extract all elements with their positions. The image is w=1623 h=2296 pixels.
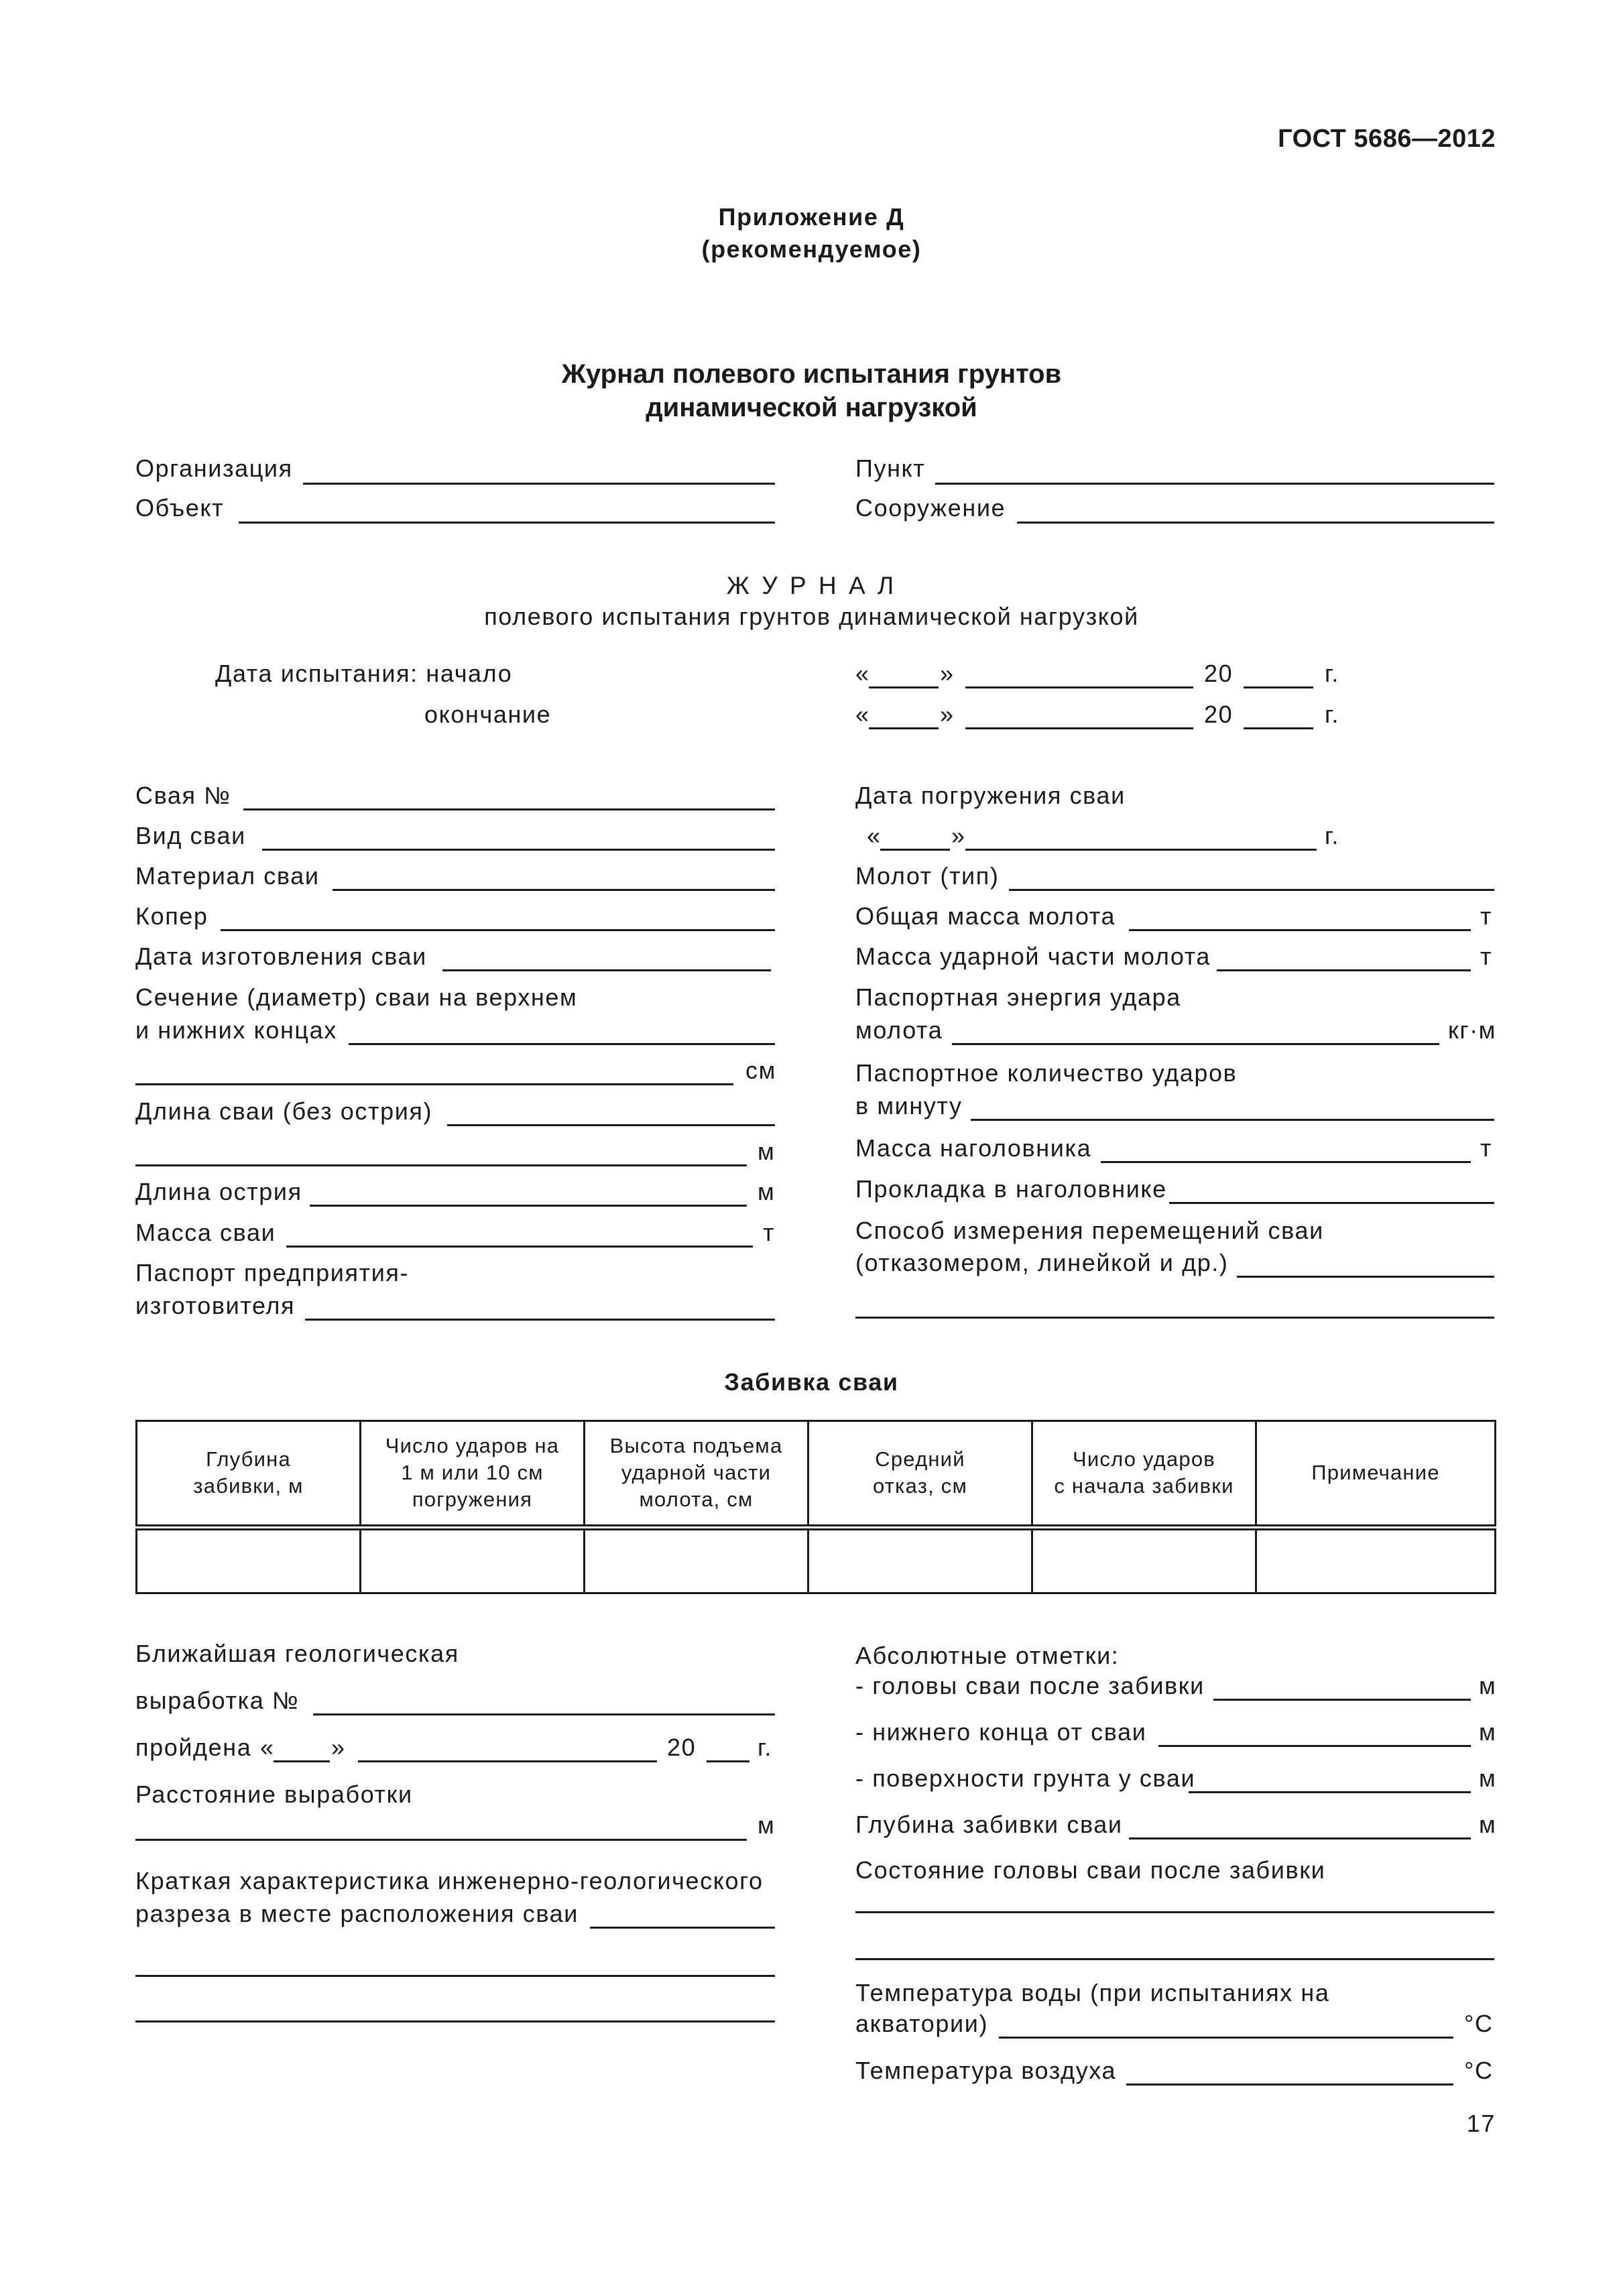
length-label: Длина сваи (без острия)	[135, 1097, 433, 1125]
column-header-blows-per-interval-text: Число ударов на 1 м или 10 см погружения	[385, 1434, 560, 1512]
passed-quote-close: »	[331, 1734, 346, 1761]
start-day-field[interactable]	[869, 686, 939, 688]
column-header-depth	[137, 1421, 361, 1528]
point-field[interactable]	[935, 483, 1494, 485]
column-header-average-set-text: Средний отказ, см	[873, 1447, 967, 1498]
pile-material-label: Материал сваи	[135, 862, 320, 890]
passport-field[interactable]	[305, 1319, 775, 1321]
length-unit-m: м	[758, 1138, 776, 1165]
section-field-1[interactable]	[349, 1043, 775, 1045]
structure-field[interactable]	[1017, 522, 1494, 524]
measure-field-1[interactable]	[1237, 1276, 1494, 1278]
mass-field[interactable]	[286, 1246, 753, 1248]
end-day-field[interactable]	[869, 727, 939, 729]
nearest-label: Ближайшая геологическая	[135, 1640, 459, 1667]
lower-label: - нижнего конца от сваи	[855, 1718, 1147, 1746]
end-date-label: окончание	[424, 701, 552, 728]
page-number: 17	[1466, 2110, 1496, 2137]
distance-field[interactable]	[135, 1839, 747, 1841]
cushion-label: Прокладка в наголовнике	[855, 1175, 1167, 1203]
column-header-drop-height	[585, 1421, 808, 1528]
lower-unit-m: м	[1479, 1718, 1497, 1746]
driving-date-quote-open: «	[867, 822, 882, 849]
pile-type-field[interactable]	[262, 849, 775, 851]
start-quote-close: »	[940, 660, 955, 687]
driving-date-field[interactable]	[965, 849, 1317, 851]
striking-mass-label: Масса ударной части молота	[855, 943, 1211, 970]
distance-unit-m: м	[758, 1811, 776, 1839]
column-header-note-text: Примечание	[1311, 1461, 1440, 1485]
end-year-field[interactable]	[1244, 727, 1313, 729]
driving-table	[135, 1420, 1496, 1594]
driver-label: Копер	[135, 902, 208, 930]
energy-label-line1: Паспортная энергия удара	[855, 983, 1181, 1011]
structure-label: Сооружение	[855, 494, 1006, 522]
air-temp-field[interactable]	[1126, 2083, 1453, 2086]
column-header-depth-text: Глубина забивки, м	[193, 1447, 304, 1498]
blows-label-line2: в минуту	[855, 1092, 963, 1120]
table-cell-average-set[interactable]	[808, 1527, 1032, 1593]
doc-title-line1: Журнал полевого испытания грунтов	[561, 359, 1062, 389]
depth-field[interactable]	[1129, 1837, 1471, 1839]
start-month-field[interactable]	[965, 686, 1193, 688]
cap-mass-field[interactable]	[1101, 1161, 1471, 1163]
excavation-label: выработка №	[135, 1687, 300, 1714]
journal-subtitle: полевого испытания грунтов динамической нагрузкой	[484, 603, 1139, 630]
appendix-title: Приложение Д	[718, 203, 905, 231]
manufacture-date-label: Дата изготовления сваи	[135, 943, 427, 970]
state-field-1[interactable]	[855, 1911, 1494, 1913]
test-date-label: Дата испытания: начало	[215, 660, 513, 687]
driving-date-quote-close: »	[951, 822, 966, 849]
energy-unit-kgm: кг·м	[1448, 1016, 1497, 1044]
tip-length-field[interactable]	[310, 1205, 747, 1207]
table-cell-drop-height[interactable]	[585, 1527, 808, 1593]
object-field[interactable]	[239, 522, 775, 524]
water-label-line1: Температура воды (при испытаниях на	[855, 1979, 1330, 2006]
point-label: Пункт	[855, 455, 926, 482]
brief-label-line2: разреза в месте расположения сваи	[135, 1900, 579, 1927]
passed-label: пройдена	[135, 1734, 252, 1761]
doc-title-line2: динамической нагрузкой	[646, 393, 977, 422]
pile-no-label: Свая №	[135, 782, 231, 809]
brief-label-line1: Краткая характеристика инженерно-геологического	[135, 1867, 764, 1894]
table-cell-blows-per-interval[interactable]	[361, 1527, 585, 1593]
mass-label: Масса сваи	[135, 1219, 276, 1246]
hammer-label: Молот (тип)	[855, 862, 1000, 890]
start-year-prefix: 20	[1204, 660, 1234, 687]
surface-field[interactable]	[1189, 1791, 1471, 1793]
passed-quote-open: «	[260, 1734, 275, 1761]
measure-label-line1: Способ измерения перемещений сваи	[855, 1217, 1324, 1244]
excavation-field[interactable]	[313, 1713, 775, 1715]
tip-length-unit-m: м	[758, 1178, 776, 1205]
state-label: Состояние головы сваи после забивки	[855, 1856, 1326, 1884]
driver-field[interactable]	[221, 929, 775, 931]
manufacture-date-field[interactable]	[442, 969, 771, 971]
pile-material-field[interactable]	[333, 889, 775, 891]
head-label: - головы сваи после забивки	[855, 1672, 1205, 1699]
end-quote-open: «	[855, 701, 870, 728]
state-field-2[interactable]	[855, 1958, 1494, 1960]
hammer-mass-unit-t: т	[1480, 902, 1493, 930]
passed-month-field[interactable]	[358, 1760, 657, 1762]
column-header-drop-height-text: Высота подъема ударной части молота, см	[609, 1434, 783, 1512]
cap-mass-unit-t: т	[1480, 1134, 1493, 1162]
table-cell-depth[interactable]	[137, 1527, 361, 1593]
brief-field-3[interactable]	[135, 2020, 775, 2022]
column-header-blows-per-interval	[361, 1421, 585, 1528]
table-cell-total-blows[interactable]	[1032, 1527, 1256, 1593]
water-temp-unit: °С	[1464, 2010, 1494, 2037]
passed-year-field[interactable]	[707, 1760, 749, 1762]
journal-title: Ж У Р Н А Л	[726, 572, 897, 599]
distance-label: Расстояние выработки	[135, 1780, 413, 1808]
appendix-subtitle: (рекомендуемое)	[701, 235, 922, 263]
depth-label: Глубина забивки сваи	[855, 1811, 1123, 1838]
cushion-field[interactable]	[1169, 1202, 1494, 1204]
organization-label: Организация	[135, 455, 293, 482]
organization-field[interactable]	[303, 483, 775, 485]
pile-type-label: Вид сваи	[135, 822, 246, 849]
air-label: Температура воздуха	[855, 2057, 1117, 2084]
water-label-line2: акватории)	[855, 2010, 989, 2037]
passed-day-field[interactable]	[274, 1760, 330, 1762]
start-year-suffix: г.	[1325, 660, 1339, 687]
energy-field[interactable]	[952, 1043, 1439, 1045]
end-year-suffix: г.	[1325, 701, 1339, 728]
lower-field[interactable]	[1158, 1745, 1471, 1747]
driving-date-label: Дата погружения сваи	[855, 782, 1126, 809]
water-temp-field[interactable]	[999, 2037, 1453, 2039]
striking-mass-field[interactable]	[1217, 969, 1471, 971]
measure-field-2[interactable]	[855, 1317, 1494, 1319]
air-temp-unit: °С	[1464, 2057, 1494, 2084]
standard-number: ГОСТ 5686—2012	[1278, 125, 1496, 153]
column-header-average-set	[808, 1421, 1032, 1528]
driving-table-header	[137, 1421, 1496, 1528]
section-unit-cm: см	[745, 1056, 776, 1084]
table-row	[137, 1527, 1496, 1593]
section-label-line2: и нижних концах	[135, 1016, 337, 1044]
hammer-mass-label: Общая масса молота	[855, 902, 1116, 930]
column-header-total-blows	[1032, 1421, 1256, 1528]
measure-label-line2: (отказомером, линейкой и др.)	[855, 1249, 1229, 1276]
absolute-label: Абсолютные отметки:	[855, 1642, 1120, 1669]
energy-label-line2: молота	[855, 1016, 943, 1044]
start-year-field[interactable]	[1244, 686, 1313, 688]
surface-unit-m: м	[1479, 1764, 1497, 1792]
passed-year-suffix: г.	[758, 1734, 772, 1761]
section-field-2[interactable]	[135, 1083, 733, 1085]
driving-title: Забивка сваи	[724, 1368, 899, 1396]
striking-mass-unit-t: т	[1480, 943, 1493, 970]
end-year-prefix: 20	[1204, 701, 1234, 728]
end-month-field[interactable]	[965, 727, 1193, 729]
start-quote-open: «	[855, 660, 870, 687]
object-label: Объект	[135, 494, 225, 522]
mass-unit-t: т	[763, 1219, 776, 1246]
driving-date-year-suffix: г.	[1325, 822, 1339, 849]
brief-field-2[interactable]	[135, 1975, 775, 1977]
depth-unit-m: м	[1479, 1811, 1497, 1838]
column-header-note	[1256, 1421, 1496, 1528]
brief-field-1[interactable]	[590, 1927, 775, 1929]
tip-length-label: Длина острия	[135, 1178, 302, 1205]
passport-label-line1: Паспорт предприятия-	[135, 1259, 410, 1286]
section-label-line1: Сечение (диаметр) сваи на верхнем	[135, 983, 578, 1011]
head-unit-m: м	[1479, 1672, 1497, 1699]
hammer-field[interactable]	[1009, 889, 1494, 891]
passport-label-line2: изготовителя	[135, 1292, 296, 1319]
end-quote-close: »	[940, 701, 955, 728]
hammer-mass-field[interactable]	[1129, 929, 1471, 931]
surface-label: - поверхности грунта у сваи	[855, 1764, 1196, 1792]
driving-day-field[interactable]	[880, 849, 950, 851]
pile-no-field[interactable]	[243, 808, 775, 810]
blows-field[interactable]	[971, 1119, 1494, 1121]
table-cell-note[interactable]	[1256, 1527, 1496, 1593]
length-field-2[interactable]	[135, 1164, 747, 1166]
blows-label-line1: Паспортное количество ударов	[855, 1059, 1238, 1087]
cap-mass-label: Масса наголовника	[855, 1134, 1092, 1162]
passed-year-prefix: 20	[667, 1734, 697, 1761]
length-field-1[interactable]	[447, 1124, 775, 1126]
column-header-total-blows-text: Число ударов с начала забивки	[1054, 1447, 1234, 1498]
head-field[interactable]	[1213, 1699, 1471, 1701]
